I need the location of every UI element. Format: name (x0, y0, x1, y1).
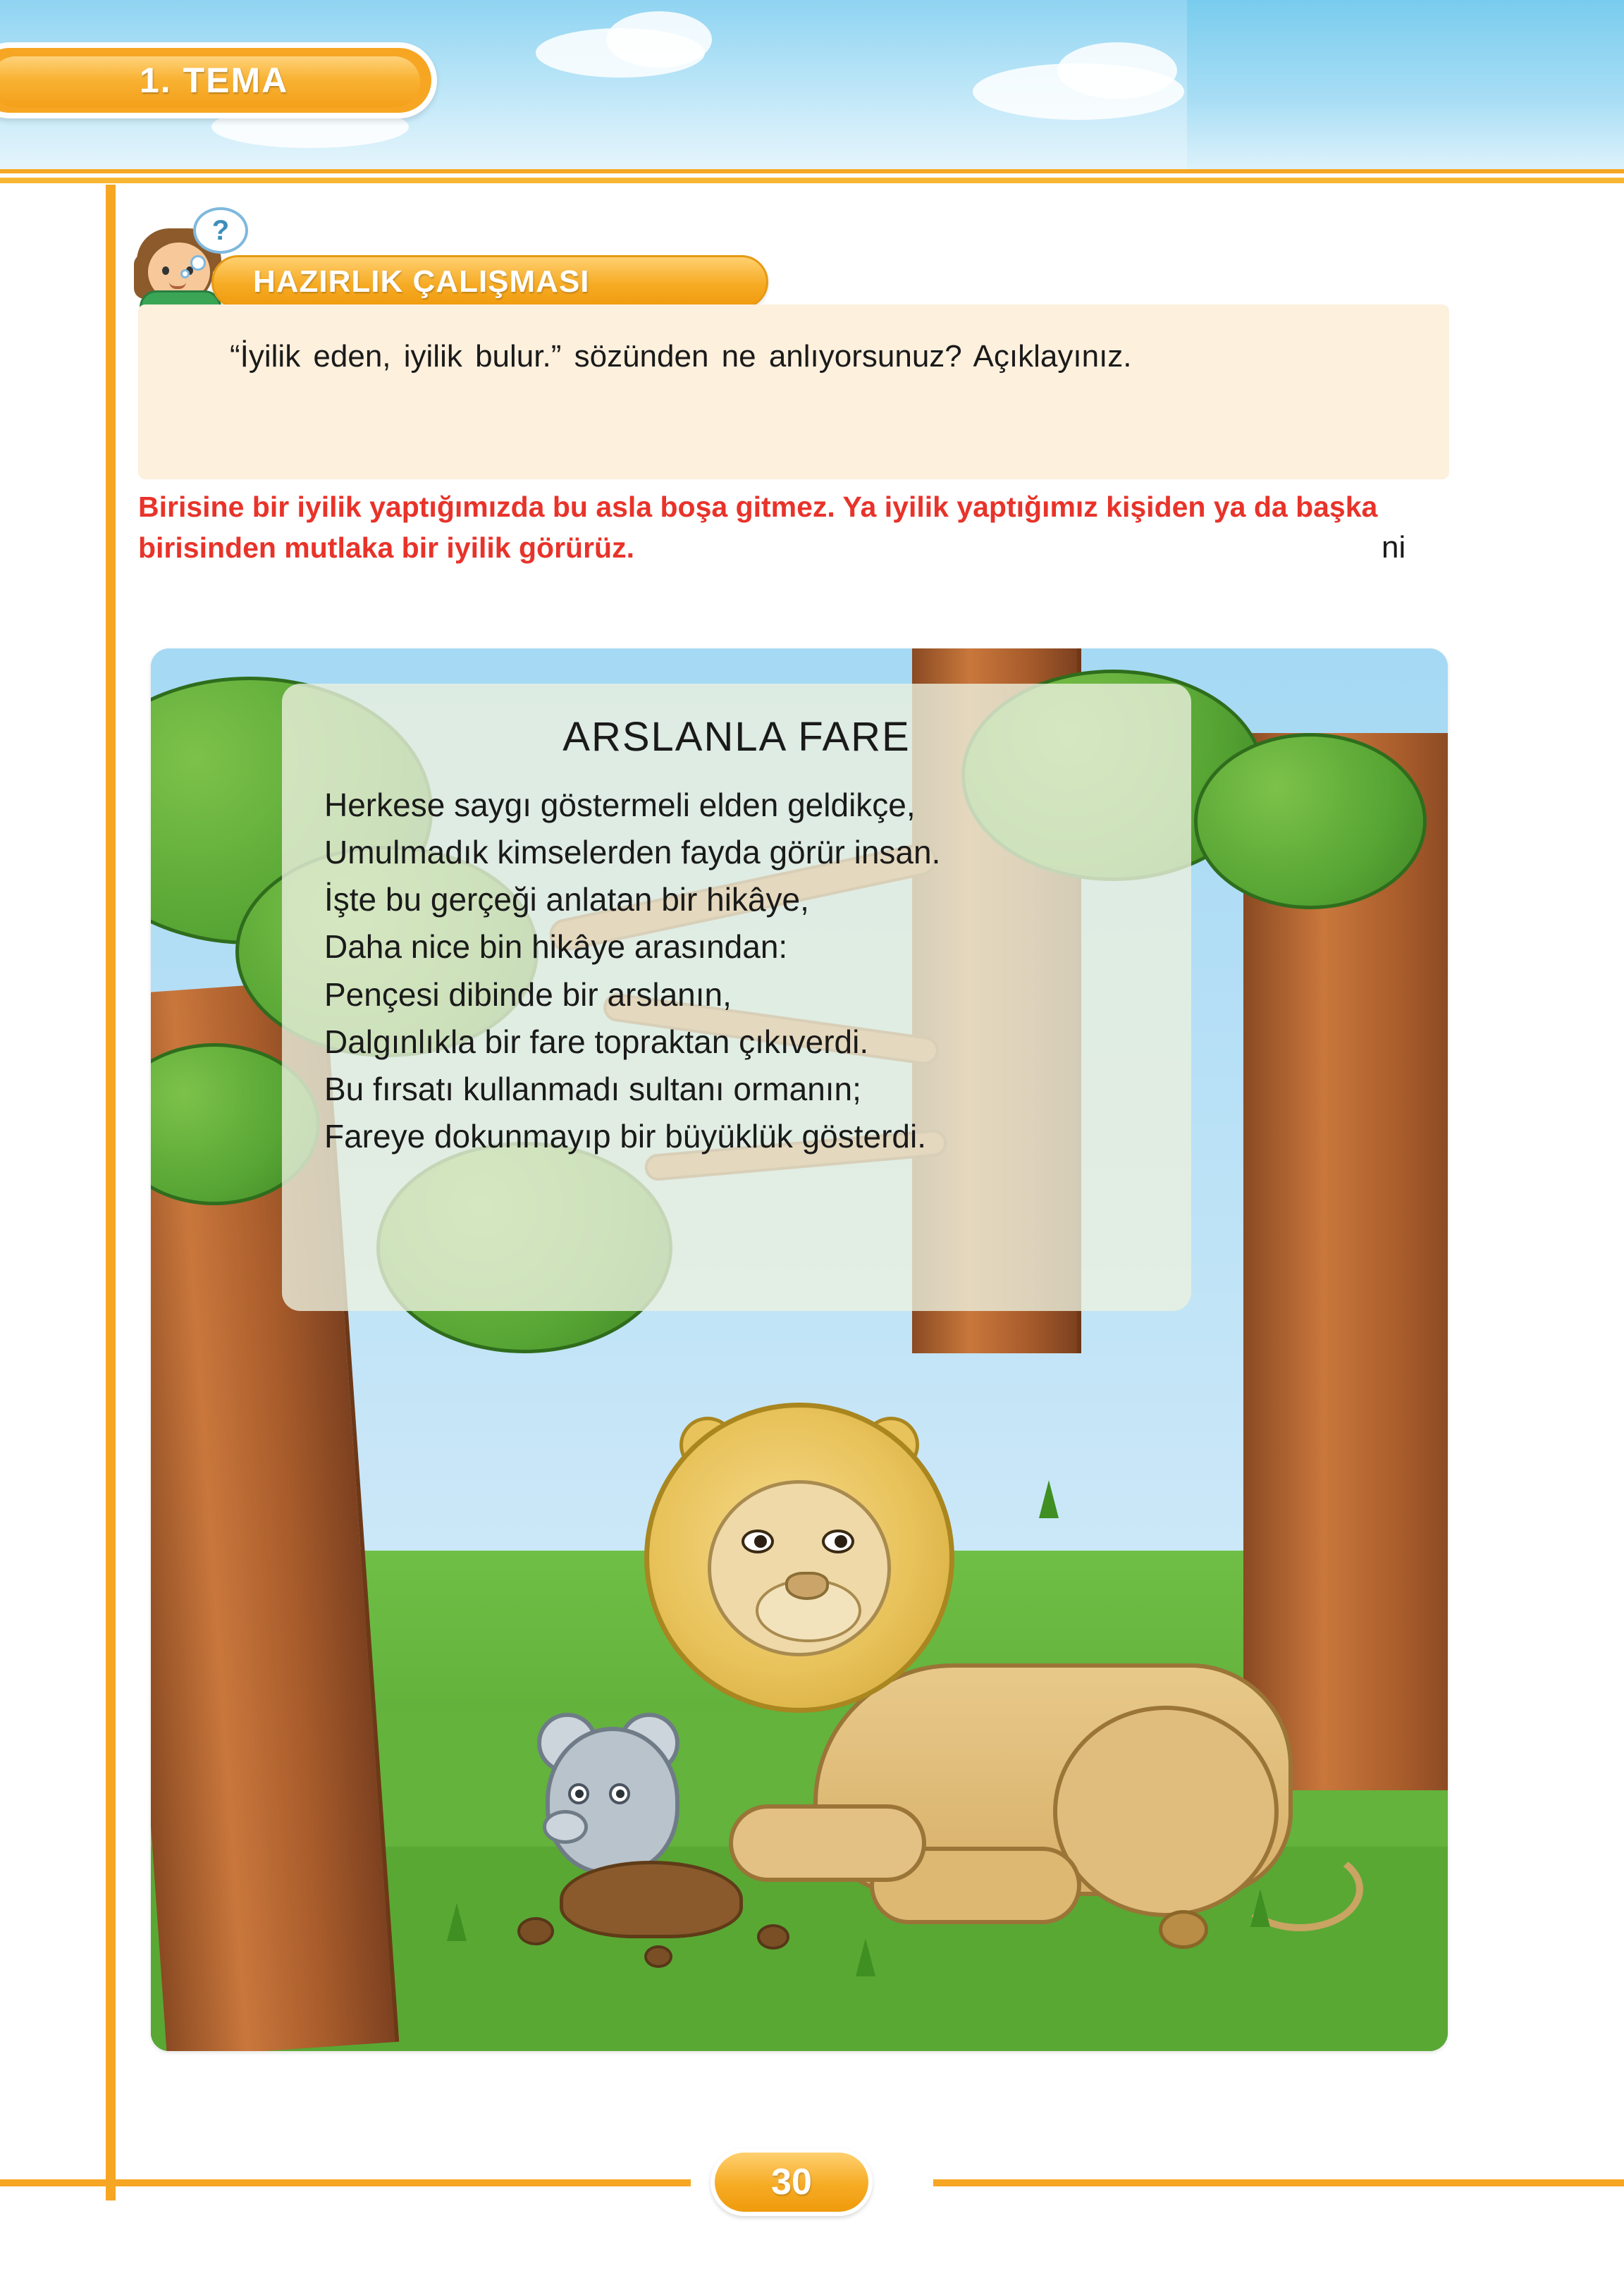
banner-right-gradient (1187, 0, 1624, 169)
activity-heading-badge (211, 255, 768, 309)
lion-pupil-left (754, 1535, 767, 1548)
banner-divider-line-secondary (0, 178, 1624, 183)
banner-divider-line (0, 169, 1624, 173)
poem-line: Dalgınlıkla bir fare topraktan çıkıverdi. (324, 1023, 869, 1060)
rock (757, 1924, 789, 1950)
poem-line: Fareye dokunmayıp bir büyüklük gösterdi. (324, 1118, 926, 1155)
poem-line: Bu fırsatı kullanmadı sultanı ormanın; (324, 1070, 861, 1107)
lion-tail-tip (1159, 1910, 1208, 1949)
prompt-text: “İyilik eden, iyilik bulur.” sözünden ne anlıyorsunuz? Açıklayınız. (230, 339, 1132, 374)
theme-label: 1. TEMA (140, 61, 289, 100)
grass-tuft (1039, 1480, 1059, 1518)
prompt-box (138, 304, 1449, 479)
activity-heading-label: HAZIRLIK ÇALIŞMASI (253, 264, 590, 299)
cloud-decoration (606, 11, 712, 68)
mouse-pupil-right (616, 1790, 625, 1798)
poem-card (282, 684, 1191, 1311)
rock (644, 1945, 672, 1968)
cloud-decoration (1057, 42, 1177, 99)
page-number: 30 (710, 2148, 873, 2216)
poem-line: İşte bu gerçeği anlatan bir hikâye, (324, 881, 809, 918)
lion-front-paw-left (729, 1804, 926, 1882)
grass-tuft (447, 1903, 467, 1941)
page-bottom-margin (0, 2250, 1624, 2290)
dirt-mound (560, 1861, 743, 1938)
character-eye-left (162, 266, 169, 275)
poem-line: Umulmadık kimselerden fayda görür insan. (324, 834, 941, 871)
lion-nose (785, 1572, 829, 1600)
student-answer-text: Birisine bir iyilik yaptığımızda bu asla boşa gitmez. Ya iyilik yaptığımız kişiden ya da başka birisinden mutlaka bir iyilik görürüz. (138, 491, 1378, 565)
theme-badge (0, 42, 437, 118)
lion-pupil-right (835, 1535, 847, 1548)
poem-line: Pençesi dibinde bir arslanın, (324, 975, 732, 1013)
question-mark-icon: ? (193, 207, 248, 254)
lion-and-mouse-forest-illustration (151, 648, 1448, 2051)
mouse-snout (543, 1810, 588, 1844)
poem-title: ARSLANLA FARE (562, 714, 911, 760)
thought-dot-medium (190, 255, 206, 271)
poem-lines (324, 782, 1191, 1160)
grass-tuft (856, 1938, 875, 1976)
tree-canopy (1194, 733, 1427, 909)
thought-dot-small (180, 269, 190, 278)
grass-tuft (1250, 1889, 1270, 1927)
footer-rule-right (933, 2179, 1624, 2186)
rock (517, 1917, 554, 1945)
poem-line: Daha nice bin hikâye arasından: (324, 928, 788, 966)
obscured-base-text: ni (1382, 530, 1406, 565)
footer-rule-left (0, 2179, 691, 2186)
left-margin-rule (106, 185, 116, 2200)
mouse-pupil-left (575, 1790, 584, 1798)
poem-line: Herkese saygı göstermeli elden geldikçe, (324, 787, 916, 823)
